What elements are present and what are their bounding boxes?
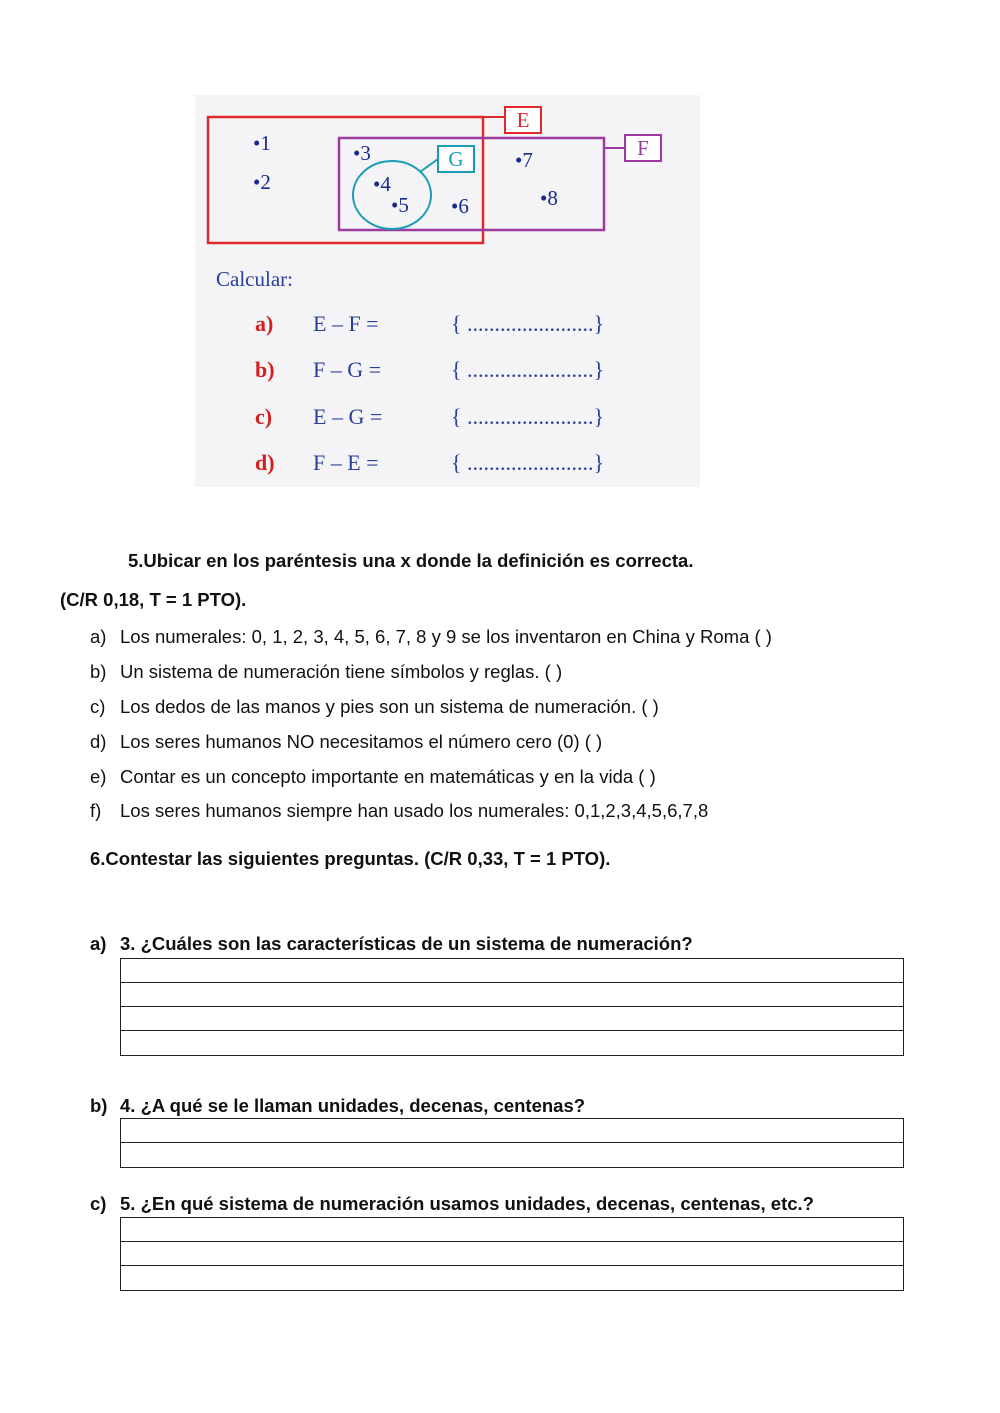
question-a — [90, 933, 693, 955]
question-b — [90, 1095, 585, 1117]
calc-letter: d) — [255, 450, 275, 475]
point-5: •5 — [391, 193, 409, 217]
set-g-connector — [420, 159, 438, 172]
section6-title: 6.Contestar las siguientes preguntas. (C/R 0,33, T = 1 PTO). — [90, 848, 611, 869]
point-7: •7 — [515, 148, 533, 172]
calc-expression: F – G = — [313, 357, 382, 382]
item-letter: c) — [90, 696, 106, 717]
calc-row-b — [195, 357, 700, 387]
question-letter: c) — [90, 1193, 107, 1214]
point-6: •6 — [451, 194, 469, 218]
answer-line[interactable] — [121, 1143, 903, 1167]
answer-line[interactable] — [121, 1007, 903, 1031]
section5-item-f — [90, 800, 708, 822]
calc-answer-blank: { .......................} — [451, 357, 605, 382]
section5-title: 5.Ubicar en los paréntesis una x donde la definición es correcta. — [128, 550, 694, 571]
calc-row-a — [195, 311, 700, 341]
question-text: 3. ¿Cuáles son las características de un sistema de numeración? — [120, 933, 693, 954]
section5-item-e — [90, 766, 656, 788]
calc-row-c — [195, 404, 700, 434]
point-4: •4 — [373, 172, 391, 196]
point-3: •3 — [353, 141, 371, 165]
answer-line[interactable] — [121, 1266, 903, 1290]
calc-expression: E – F = — [313, 311, 379, 336]
sets-diagram-figure — [195, 95, 700, 487]
item-letter: a) — [90, 626, 107, 647]
calc-letter: b) — [255, 357, 275, 382]
calc-expression: E – G = — [313, 404, 383, 429]
item-text: Los seres humanos siempre han usado los numerales: 0,1,2,3,4,5,6,7,8 — [120, 800, 709, 821]
answer-line[interactable] — [121, 1218, 903, 1242]
section5-item-b — [90, 661, 562, 683]
item-text: Los dedos de las manos y pies son un sistema de numeración. ( ) — [120, 696, 659, 717]
answer-line[interactable] — [121, 983, 903, 1007]
calc-letter: c) — [255, 404, 273, 429]
calc-answer-blank: { .......................} — [451, 311, 605, 336]
calc-answer-blank: { .......................} — [451, 404, 605, 429]
item-text: Un sistema de numeración tiene símbolos y reglas. ( ) — [120, 661, 563, 682]
set-g-label: G — [448, 147, 464, 171]
item-letter: b) — [90, 661, 107, 682]
question-c — [90, 1193, 814, 1215]
point-1: •1 — [253, 131, 271, 155]
item-text: Los seres humanos NO necesitamos el número cero (0) ( ) — [120, 731, 603, 752]
section5-item-c — [90, 696, 659, 718]
item-letter: e) — [90, 766, 107, 787]
item-letter: f) — [90, 800, 102, 821]
question-letter: b) — [90, 1095, 108, 1116]
answer-line[interactable] — [121, 1242, 903, 1266]
point-8: •8 — [540, 186, 558, 210]
answer-box-b[interactable] — [120, 1118, 904, 1168]
answer-line[interactable] — [121, 959, 903, 983]
set-e-label: E — [516, 108, 530, 132]
question-text: 4. ¿A qué se le llaman unidades, decenas, centenas? — [120, 1095, 586, 1116]
calc-letter: a) — [255, 311, 274, 336]
point-2: •2 — [253, 170, 271, 194]
item-text: Los numerales: 0, 1, 2, 3, 4, 5, 6, 7, 8 y 9 se los inventaron en China y Roma ( ) — [120, 626, 772, 647]
calc-expression: F – E = — [313, 450, 379, 475]
calc-title: Calcular: — [216, 267, 293, 291]
section5-item-d — [90, 731, 602, 753]
question-text: 5. ¿En qué sistema de numeración usamos unidades, decenas, centenas, etc.? — [120, 1193, 814, 1214]
item-letter: d) — [90, 731, 107, 752]
set-f-label: F — [637, 136, 649, 160]
section5-item-a — [90, 626, 772, 648]
section5-score: (C/R 0,18, T = 1 PTO). — [60, 589, 247, 610]
answer-line[interactable] — [121, 1031, 903, 1055]
answer-line[interactable] — [121, 1119, 903, 1143]
calc-answer-blank: { .......................} — [451, 450, 605, 475]
question-letter: a) — [90, 933, 107, 954]
set-e-region — [208, 117, 483, 243]
answer-box-c[interactable] — [120, 1217, 904, 1291]
calc-row-d — [195, 450, 700, 480]
answer-box-a[interactable] — [120, 958, 904, 1056]
item-text: Contar es un concepto importante en matemáticas y en la vida ( ) — [120, 766, 656, 787]
